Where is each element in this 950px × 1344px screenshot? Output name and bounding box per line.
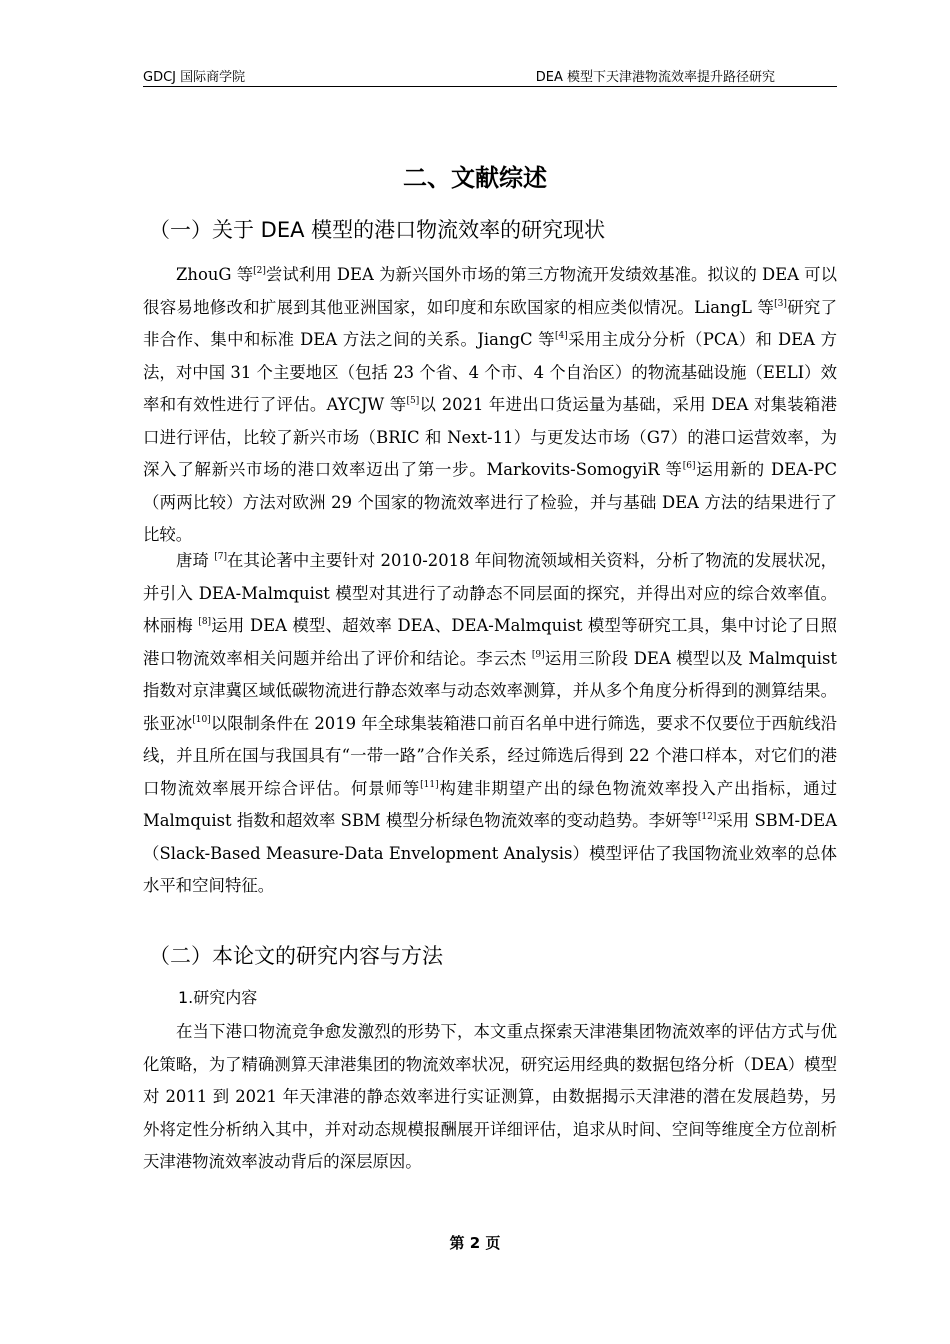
- page-header: [143, 66, 837, 87]
- subsection-title-1: 1.研究内容: [178, 988, 258, 1007]
- page-number: 第 2 页: [449, 1234, 501, 1252]
- paragraph-2: 唐琦 [7]在其论著中主要针对 2010-2018 年间物流领域相关资料，分析了物流的发展状况，并引入 DEA-Malmquist 模型对其进行了动静态不同层面的探究，并得出对应的综合效率值。林丽梅 [8]运用 DEA 模型、超效率 DEA、DEA-Malmquist 模型等研究工具，集中讨论了日照港口物流效率相关问题并给出了评价和结论。李云杰 [9]运用三阶段 DEA 模型以及 Malmquist 指数对京津冀区域低碳物流进行静态效率与动态效率测算，并从多个角度分析得到的测算结果。张亚冰[10]以限制条件在 2019 年全球集装箱港口前百名单中进行筛选，要求不仅要位于西航线沿线，并且所在国与我国具有“一带一路”合作关系，经过筛选后得到 22 个港口样本，对它们的港口物流效率展开综合评估。何景师等[11]构建非期望产出的绿色物流效率投入产出指标，通过 Malmquist 指数和超效率 SBM 模型分析绿色物流效率的变动趋势。李妍等[12]采用 SBM-DEA（Slack-Based Measure-Data Envelopment Analysis）模型评估了我国物流业效率的总体水平和空间特征。: [143, 551, 838, 895]
- chapter-title: 二、文献综述: [403, 164, 547, 192]
- citation-ref: [2]: [253, 266, 266, 276]
- header-institution: GDCJ 国际商学院: [143, 70, 246, 85]
- citation-ref: [9]: [531, 649, 545, 660]
- citation-ref: [8]: [198, 617, 212, 627]
- header-paper-title: DEA 模型下天津港物流效率提升路径研究: [535, 70, 775, 85]
- citation-ref: [12]: [697, 812, 717, 822]
- paragraph-1: ZhouG 等[2]尝试利用 DEA 为新兴国外市场的第三方物流开发绩效基准。拟议的 DEA 可以很容易地修改和扩展到其他亚洲国家，如印度和东欧国家的相应类似情况。LiangL 等[3]研究了非合作、集中和标准 DEA 方法之间的关系。JiangC 等[4]采用主成分分析（PCA）和 DEA 方法，对中国 31 个主要地区（包括 23 个省、4 个市、4 个自治区）的物流基础设施（EELI）效率和有效性进行了评估。AYCJW 等[5]以 2021 年进出口货运量为基础，采用 DEA 对集装箱港口进行评估，比较了新兴市场（BRIC 和 Next-11）与更发达市场（G7）的港口运营效率，为深入了解新兴市场的港口效率迈出了第一步。Markovits-SomogyiR 等[6]运用新的 DEA-PC（两两比较）方法对欧洲 29 个国家的物流效率进行了检验，并与基础 DEA 方法的结果进行了比较。: [143, 265, 838, 544]
- citation-ref: [3]: [774, 298, 787, 309]
- citation-ref: [4]: [555, 331, 568, 341]
- citation-ref: [6]: [682, 461, 696, 471]
- paragraph-3: 在当下港口物流竞争愈发激烈的形势下，本文重点探索天津港集团物流效率的评估方式与优化策略，为了精确测算天津港集团的物流效率状况，研究运用经典的数据包络分析（DEA）模型对 2011 到 2021 年天津港的静态效率进行实证测算，由数据揭示天津港的潜在发展趋势，另外将定性分析纳入其中，并对动态规模报酬展开详细评估，追求从时间、空间等维度全方位剖析天津港物流效率波动背后的深层原因。: [143, 1022, 837, 1171]
- section-title-2: （二）本论文的研究内容与方法: [149, 944, 443, 968]
- section-title-1: （一）关于 DEA 模型的港口物流效率的研究现状: [149, 218, 606, 242]
- citation-ref: [5]: [406, 396, 420, 406]
- citation-ref: [7]: [214, 552, 227, 562]
- citation-ref: [10]: [192, 714, 211, 725]
- citation-ref: [11]: [420, 779, 439, 790]
